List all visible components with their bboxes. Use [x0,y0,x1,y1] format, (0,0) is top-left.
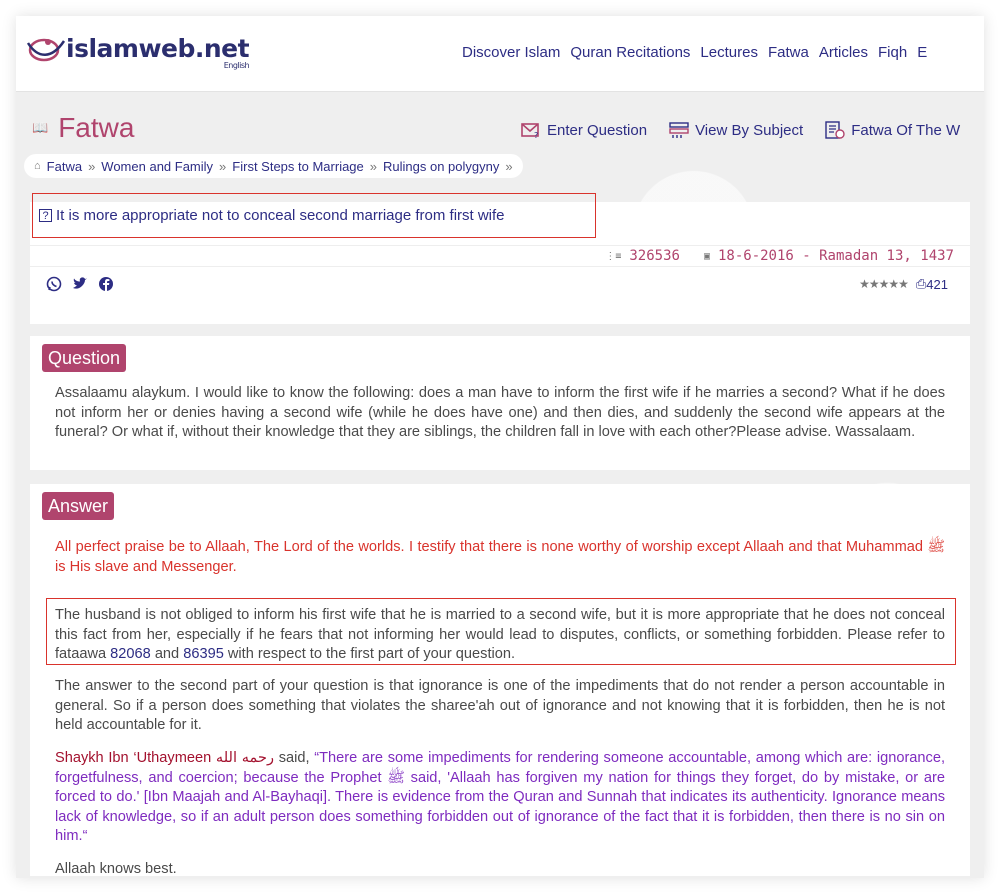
nav-discover-islam[interactable]: Discover Islam [462,44,561,61]
fatwa-book-icon: 📖 [32,120,49,136]
fatwa-actions [521,121,960,139]
answer-p1-and: and [150,646,184,663]
breadcrumb-rulings-polygyny[interactable]: Rulings on polygyny [383,158,500,174]
fatwa-of-the-week-label: Fatwa Of The W [851,121,961,139]
fatwa-title [32,193,596,238]
view-by-subject-link[interactable] [669,121,803,139]
hash-list-icon: ⋮≡ [605,250,622,262]
enter-question-label: Enter Question [547,121,648,139]
svg-text:?: ? [534,131,539,139]
logo-subtitle: English [223,60,250,70]
print-icon[interactable]: ⎙ [915,276,927,291]
whatsapp-icon[interactable] [46,276,62,292]
nav-articles[interactable]: Articles [818,44,869,61]
question-badge: Question [42,344,126,372]
nav-fiqh[interactable]: Fiqh [878,44,908,61]
breadcrumb-separator: » [505,158,513,174]
answer-badge: Answer [42,492,114,520]
breadcrumb-separator: » [369,158,378,174]
nav-more[interactable]: E [917,44,928,61]
answer-p1-text: The husband is not obliged to inform his first wife that he is married to a second wife, but it is more appropriate that he does not conceal this fact from her, especially if he fears that not informing her would lead to disputes, conflicts, or something forbidden. Please refer to fataawa [55,607,945,663]
rating-and-print [859,276,948,292]
main-nav [462,44,927,61]
logo-wordmark: islamweb.net English [66,33,250,70]
answer-paragraph-2: The answer to the second part of your question is that ignorance is one of the impediments that do not render a person accountable in general. So if a person does something that violates the sharee'ah out of ignorance and not knowing that it is forbidden, then he is not held accountable for it. [55,678,945,734]
nav-lectures[interactable]: Lectures [700,44,758,61]
answer-p1-tail: with respect to the first part of your question. [223,646,516,663]
answer-intro: All perfect praise be to Allaah, The Lord of the worlds. I testify that there is none worthy of worship except Allaah and that Muhammad ﷺ is His slave and Messenger. [55,539,945,575]
scholar-quote: “There are some impediments for rendering someone accountable, among which are: ignorance, forgetfulness, and coercion; because the Prophet ﷺ said, 'Allaah has forgiven my nation for things they forget, do by mistake, or are forced to do.' [Ibn Maajah and Al-Bayhaqi]. There is evidence from the Quran and Sunnah that indicates its authenticity. Ignorance means lack of knowledge, so if an adult person does something forbidden out of ignorance of the fact that it is forbidden, then there is no sin on him.“ [55,750,946,845]
fatwa-number-value: 326536 [629,248,680,264]
question-doc-icon: ? [39,209,52,222]
breadcrumb-women-and-family[interactable]: Women and Family [101,158,214,174]
nav-quran-recitations[interactable]: Quran Recitations [570,44,691,61]
calendar-icon: ▣ [703,250,710,262]
views-count: 421 [926,276,948,292]
nav-fatwa[interactable]: Fatwa [767,44,809,61]
answer-paragraph-3 [55,749,945,847]
breadcrumb-separator: » [219,158,227,174]
fatwa-link-82068[interactable]: 82068 [110,646,151,663]
breadcrumb [24,154,523,178]
fatwa-title-text: It is more appropriate not to conceal second marriage from first wife [56,207,505,224]
answer-closing: Allaah knows best. [55,861,177,877]
view-by-subject-label: View By Subject [695,121,804,139]
site-logo[interactable] [24,28,249,68]
calendar-doc-icon [825,121,845,139]
fatwa-date [704,248,954,264]
section-title: Fatwa [58,112,135,143]
fatwa-number [605,248,680,264]
fatwa-date-value: 18-6-2016 - Ramadan 13, 1437 [717,248,954,264]
answer-paragraph-1 [55,606,945,665]
share-buttons [46,276,114,292]
logo-globe-icon [24,33,66,63]
section-header [32,112,134,144]
breadcrumb-fatwa[interactable]: Fatwa [46,158,83,174]
scholar-name: Shaykh Ibn ‘Uthaymeen رحمه الله [55,750,275,766]
breadcrumb-separator: » [88,158,96,174]
list-subject-icon [669,121,689,139]
star-rating-icon[interactable]: ★★★★★ [859,277,908,291]
question-card [30,336,970,470]
question-text: Assalaamu alaykum. I would like to know the following: does a man have to inform the first wife if he marries a second? What if he does not inform her or denies having a second wife (while he does have one) and then dies, and suddenly the second wife appears at the funeral? Or what if, without their knowledge that they are siblings, the children fall in love with each other?Please advise. Wassalaam. [55,385,945,441]
site-header [16,16,984,92]
fatwa-header-box [30,202,970,324]
twitter-icon[interactable] [72,276,88,292]
facebook-icon[interactable] [98,276,114,292]
fatwa-link-86395[interactable]: 86395 [183,646,224,663]
fatwa-meta [30,245,970,267]
fatwa-of-the-week-link[interactable] [825,121,960,139]
answer-card [30,484,970,876]
home-icon: ⌂ [34,160,41,172]
page-frame [16,16,984,878]
answer-p3-said: said, [274,750,315,766]
breadcrumb-first-steps[interactable]: First Steps to Marriage [232,158,364,174]
enter-question-link[interactable] [521,121,647,139]
envelope-question-icon [521,121,541,139]
